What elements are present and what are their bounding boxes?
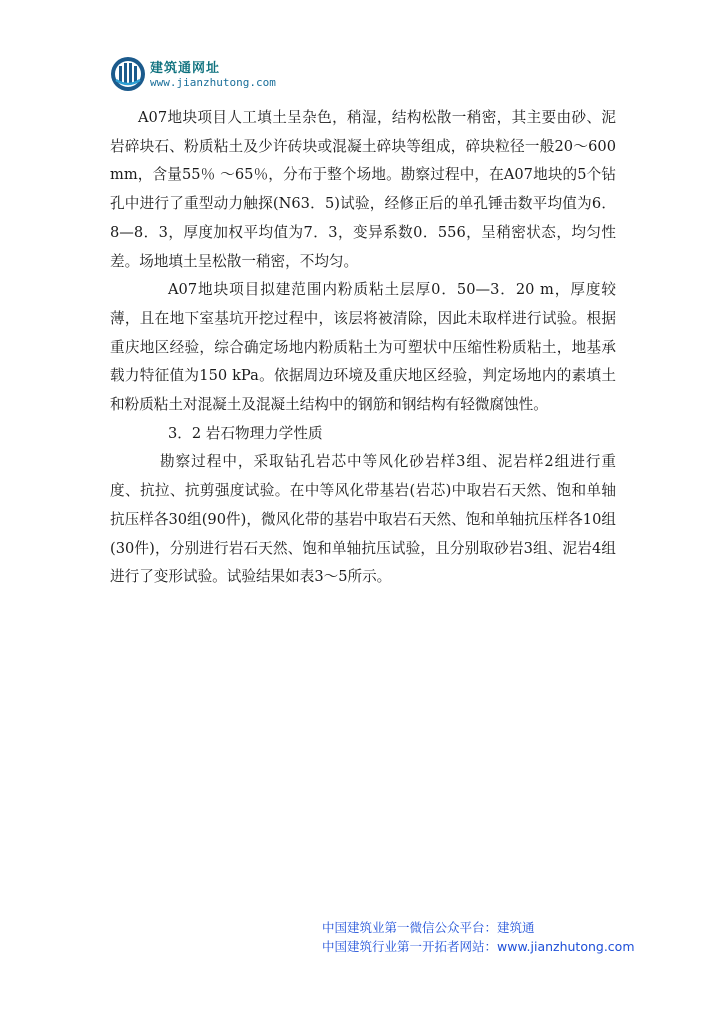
footer-wechat-line: 中国建筑业第一微信公众平台：建筑通 [322,920,535,935]
logo-title: 建筑通网址 [150,61,221,76]
logo-url[interactable]: www.jianzhutong.com [150,76,276,89]
paragraph-fill-soil: A07地块项目人工填土呈杂色，稍湿，结构松散一稍密，其主要由砂、泥岩碎块石、粉质粘土及少许砖块或混凝土碎块等组成，碎块粒径一般20～600 mm，含量55％ ～65％，分布于整个场地。勘察过程中，在A07地块的5个钻孔中进行了重型动力触探(N63．5)试验，经修正后的单孔锤击数平均值为6．8—8．3，厚度加权平均值为7．3，变异系数0．556，呈稍密状态，均匀性差。场地填土呈松散一稍密，不均匀。 [110,109,616,270]
footer-website-link[interactable]: 中国建筑行业第一开拓者网站：www.jianzhutong.com [322,939,635,954]
building-logo-icon [110,56,146,92]
section-heading: 3．2 岩石物理力学性质 [168,424,323,442]
paragraph-silty-clay: A07地块项目拟建范围内粉质粘土层厚0．50—3．20 m，厚度较薄，且在地下室基坑开挖过程中，该层将被清除，因此未取样进行试验。根据重庆地区经验，综合确定场地内粉质粘土为可塑状中压缩性粉质粘土，地基承载力特征值为150 kPa。依据周边环境及重庆地区经验，判定场地内的素填土和粉质粘土对混凝土及混凝土结构中的钢筋和钢结构有轻微腐蚀性。 [110,281,616,414]
document-body [110,104,616,592]
paragraph-rock-tests: 勘察过程中，采取钻孔岩芯中等风化砂岩样3组、泥岩样2组进行重度、抗拉、抗剪强度试验。在中等风化带基岩(岩芯)中取岩石天然、饱和单轴抗压样各30组(90件)，微风化带的基岩中取岩石天然、饱和单轴抗压样各10组(30件)，分别进行岩石天然、饱和单轴抗压试验，且分别取砂岩3组、泥岩4组进行了变形试验。试验结果如表3～5所示。 [110,453,616,586]
footer [322,918,635,956]
